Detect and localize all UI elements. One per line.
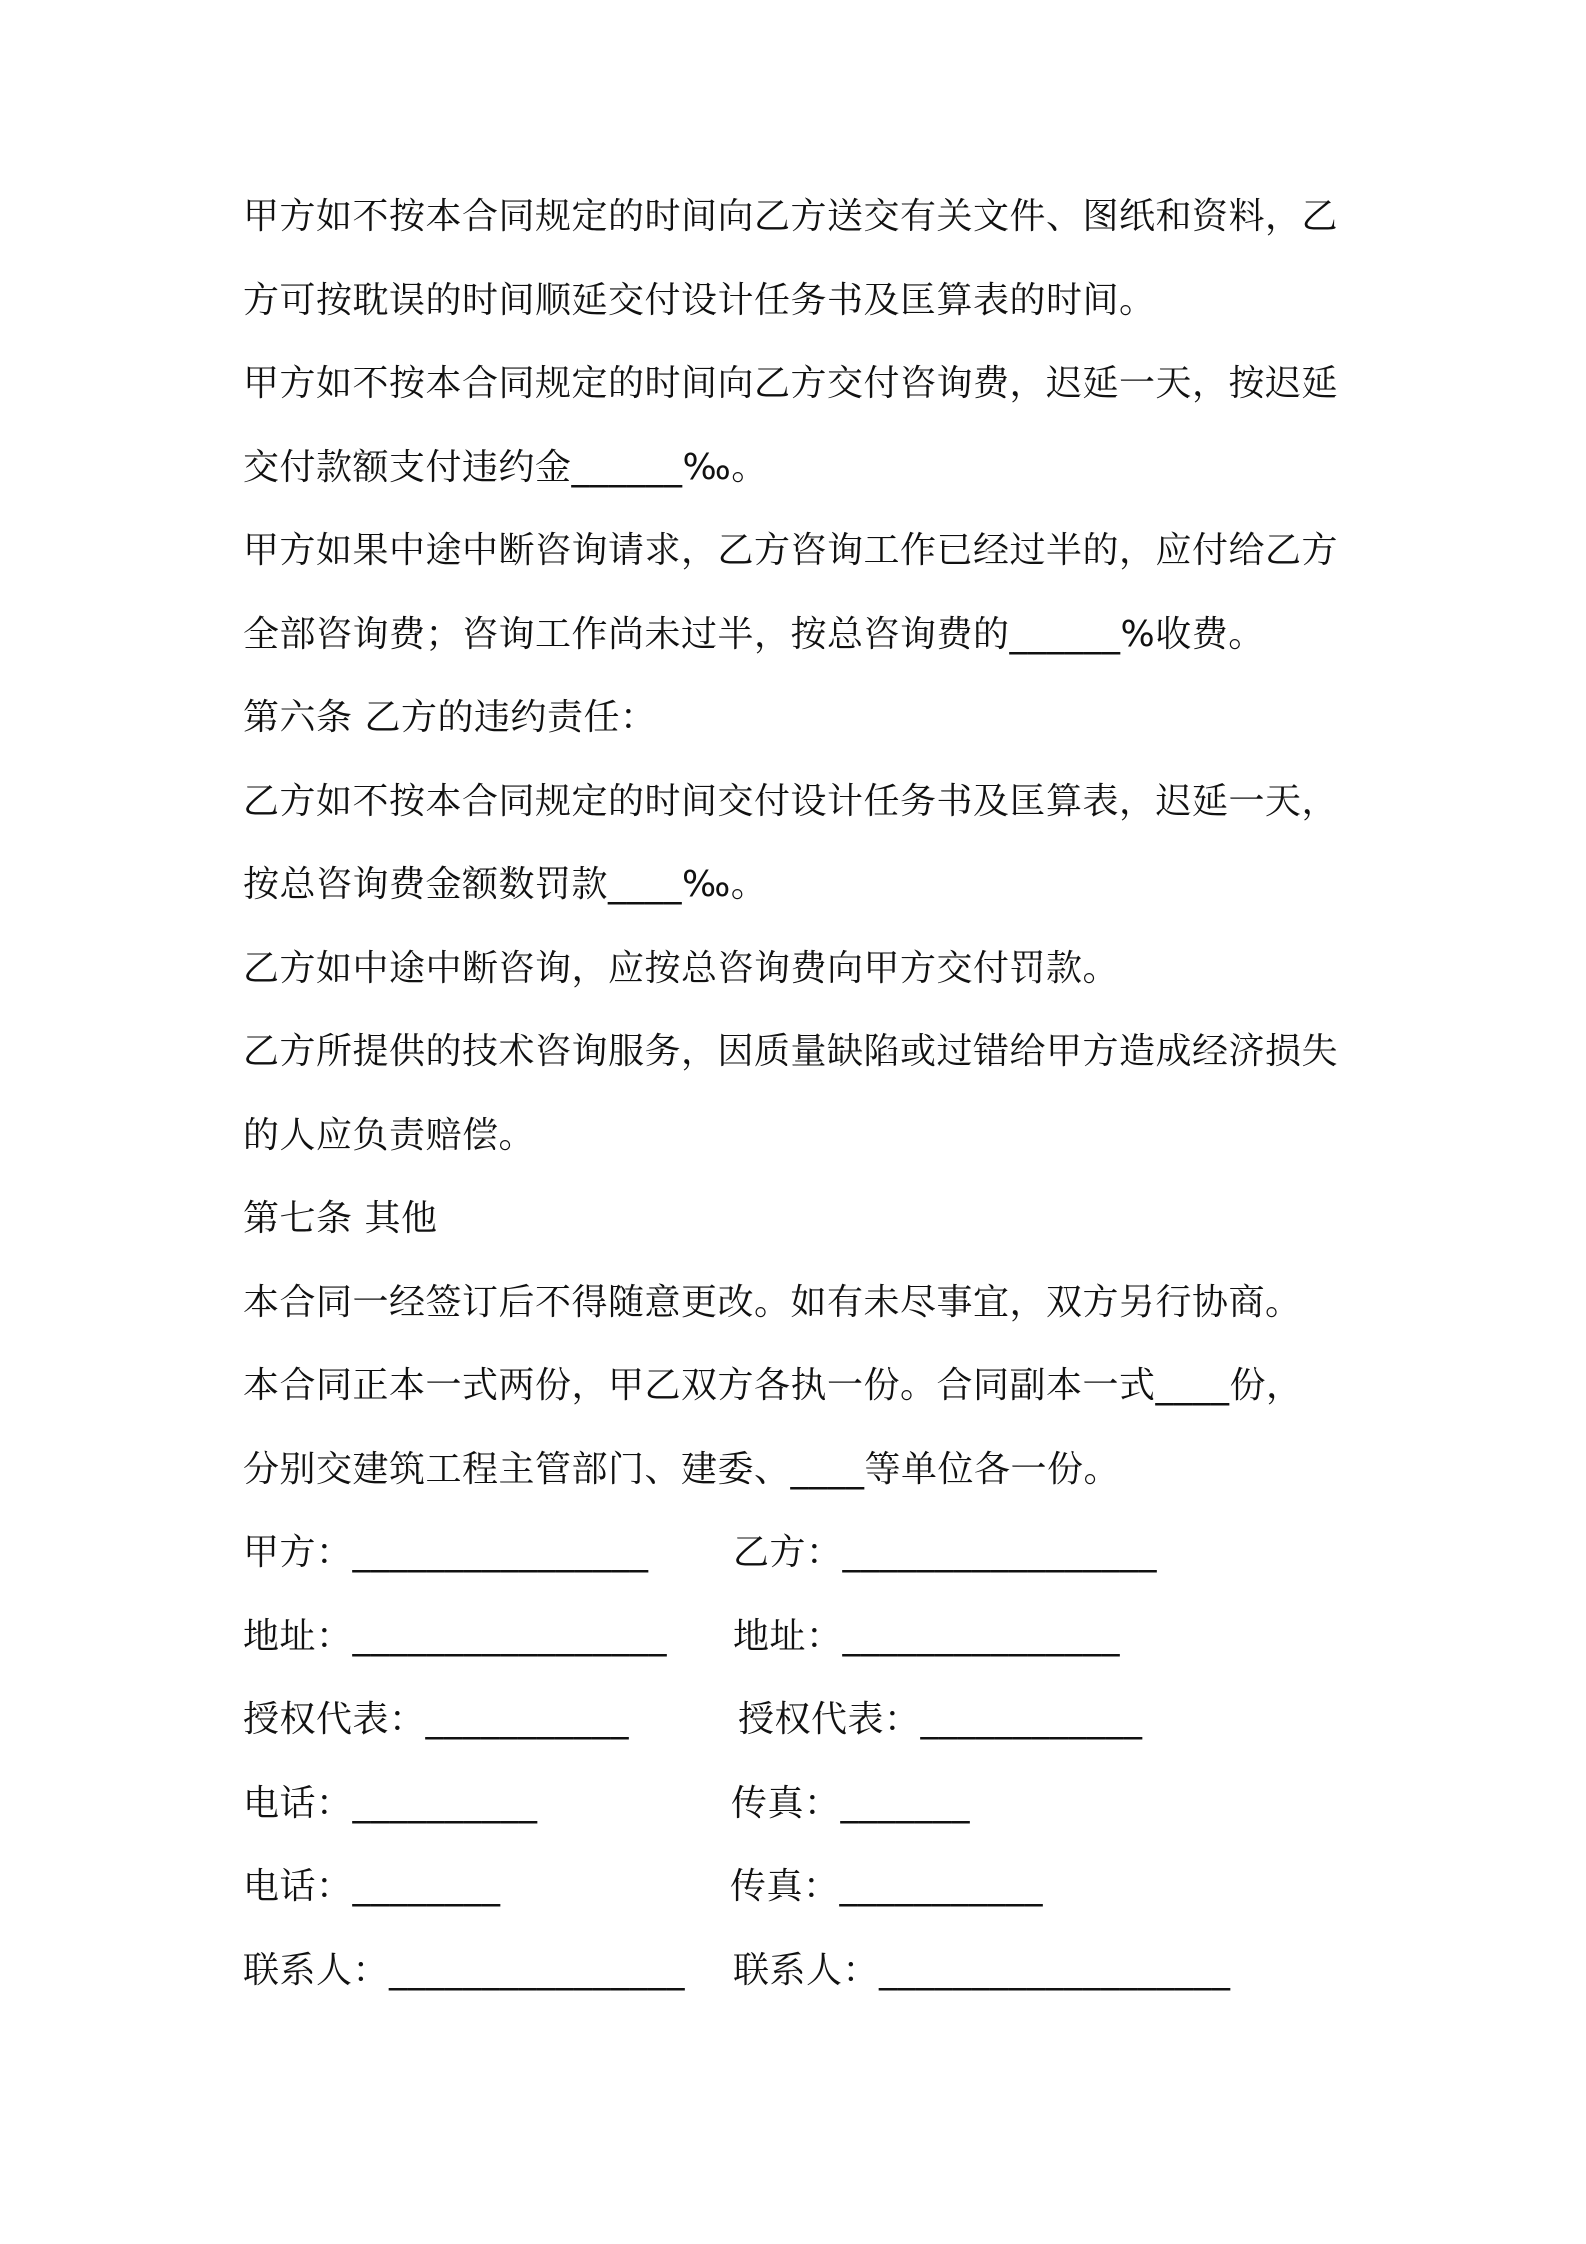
paragraph-line: 分别交建筑工程主管部门、建委、____等单位各一份。 [243,1448,1121,1490]
party-a-address-field: 地址：_________________ [243,1615,668,1657]
paragraph-line: 乙方如中途中断咨询，应按总咨询费向甲方交付罚款。 [243,947,1120,989]
signature-row-contact [243,1950,1363,1992]
signature-row-address [243,1616,1363,1658]
signature-row-representative [243,1699,1363,1741]
article-heading: 第六条 乙方的违约责任： [243,697,657,738]
signature-row-phone-fax-2 [243,1866,1363,1908]
paragraph-line: 甲方如不按本合同规定的时间向乙方交付咨询费，迟延一天，按迟延 [243,363,1339,404]
party-a-field: 甲方：________________ [243,1532,649,1573]
contract-page [243,196,1363,2033]
party-b-address-field: 地址：_______________ [733,1615,1121,1657]
paragraph-line: 甲方如果中途中断咨询请求，乙方咨询工作已经过半的，应付给乙方 [243,530,1339,571]
party-a-representative-field: 授权代表：___________ [243,1699,630,1740]
paragraph-line: 甲方如不按本合同规定的时间向乙方送交有关文件、图纸和资料，乙 [243,196,1339,237]
paragraph-line: 方可按耽误的时间顺延交付设计任务书及匡算表的时间。 [243,279,1156,321]
paragraph-line: 的人应负责赔偿。 [243,1114,536,1156]
paragraph-line: 本合同正本一式两份，甲乙双方各执一份。合同副本一式____份， [243,1365,1303,1406]
party-b-representative-field: 授权代表：____________ [738,1699,1143,1740]
paragraph-line: 本合同一经签订后不得随意更改。如有未尽事宜，双方另行协商。 [243,1281,1302,1323]
article-heading: 第七条 其他 [243,1198,438,1239]
party-b-field: 乙方：_________________ [733,1532,1158,1573]
party-b-fax-field: 传真：_______ [731,1782,971,1824]
party-a-contact-field: 联系人：________________ [243,1949,686,1991]
paragraph-line: 乙方所提供的技术咨询服务，因质量缺陷或过错给甲方造成经济损失 [243,1031,1339,1072]
paragraph-line: 按总咨询费金额数罚款____‰。 [243,864,768,905]
paragraph-line: 全部咨询费；咨询工作尚未过半，按总咨询费的______%收费。 [243,613,1265,655]
paragraph-line: 乙方如不按本合同规定的时间交付设计任务书及匡算表，迟延一天， [243,780,1339,822]
signature-row-phone-fax [243,1783,1363,1825]
paragraph-line: 交付款额支付违约金______‰。 [243,446,768,488]
signature-row-party [243,1532,1363,1574]
party-b-contact-field: 联系人：___________________ [733,1949,1231,1991]
party-a-phone-field: 电话：__________ [243,1782,538,1824]
party-b-fax-field-2: 传真：___________ [730,1866,1044,1907]
party-a-phone-field-2: 电话：________ [243,1866,501,1907]
